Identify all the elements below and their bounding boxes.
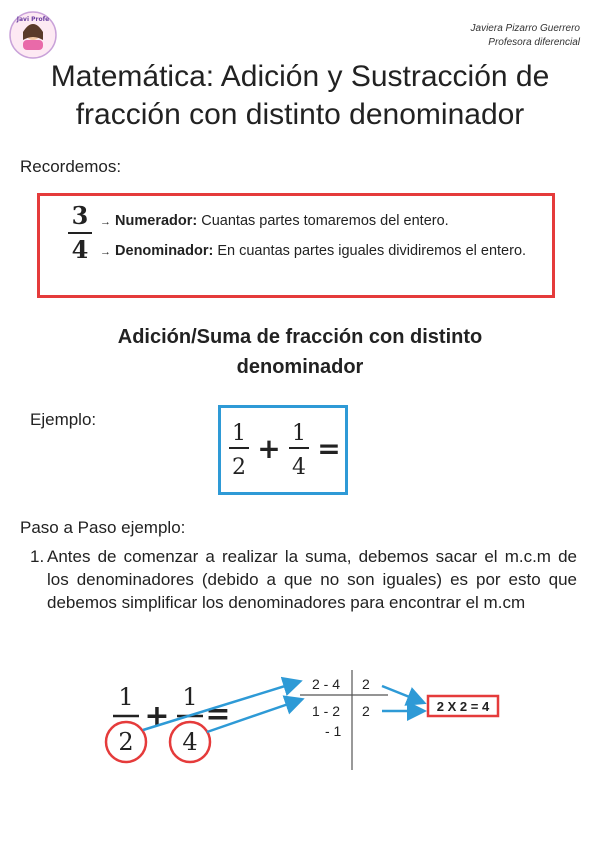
diagram-f2-denominator: 4: [182, 728, 198, 756]
numerator-desc: Cuantas partes tomaremos del entero.: [197, 213, 449, 229]
lcm-diagram: [0, 660, 600, 790]
diagram-f1-denominator: 2: [118, 728, 134, 756]
example-plus: +: [257, 432, 281, 465]
step-number: 1.: [30, 547, 45, 566]
numerator-term: Numerador:: [115, 213, 198, 229]
denominator-desc: En cuantas partes iguales dividiremos el entero.: [213, 243, 527, 259]
logo-text: Javi Profe: [16, 16, 50, 23]
page-title: Matemática: Adición y Sustracción de fracción con distinto denominador: [50, 60, 550, 131]
row3-left: - 1: [325, 723, 342, 739]
step-text: Antes de comenzar a realizar la suma, debemos sacar el m.c.m de los denominadores (debido a que no son iguales) es por esto que debemos simplificar los denominadores para encontrar el m.cm: [47, 547, 577, 612]
denominator-definition: [100, 240, 540, 264]
example-fraction: [68, 203, 92, 263]
arrow-row1-result: [382, 686, 422, 702]
arrow-icon: →: [100, 216, 111, 228]
row2-right: 2: [362, 703, 370, 719]
fraction-denominator: 4: [71, 235, 89, 264]
diagram-f1-numerator: 1: [118, 683, 134, 711]
section-subtitle: [0, 322, 600, 382]
author-role: Profesora diferencial: [488, 37, 580, 48]
example-f1-numerator: 1: [232, 421, 246, 446]
diagram-plus: +: [144, 699, 170, 734]
example-f2-denominator: 4: [292, 455, 306, 480]
subtitle-text: Adición/Suma de fracción con distinto denominador: [117, 326, 483, 378]
recall-heading: Recordemos:: [20, 157, 122, 176]
arrow-icon: →: [100, 246, 111, 258]
diagram-f2-numerator: 1: [182, 683, 198, 711]
example-f2-numerator: 1: [292, 421, 306, 446]
logo: [8, 10, 58, 60]
row2-left: 1 - 2: [312, 703, 341, 719]
example-equals: =: [317, 432, 341, 465]
example-f1-denominator: 2: [232, 455, 246, 480]
numerator-definition: [100, 210, 540, 234]
logo-avatar-icon: [8, 10, 58, 60]
author-name: Javiera Pizarro Guerrero: [470, 23, 580, 34]
result-text: 2 X 2 = 4: [436, 699, 490, 714]
example-expression: [221, 408, 345, 492]
steps-heading: Paso a Paso ejemplo:: [20, 518, 186, 537]
lcm-diagram-svg: [0, 660, 600, 790]
fraction-numerator: 3: [71, 201, 89, 230]
example-box: [218, 405, 348, 495]
row1-right: 2: [362, 676, 370, 692]
row1-left: 2 - 4: [312, 676, 341, 692]
fraction-bar: [68, 232, 92, 234]
author-block: [471, 22, 580, 50]
denominator-term: Denominador:: [115, 243, 214, 259]
example-label: Ejemplo:: [30, 410, 97, 429]
diagram-equals: =: [205, 697, 231, 732]
